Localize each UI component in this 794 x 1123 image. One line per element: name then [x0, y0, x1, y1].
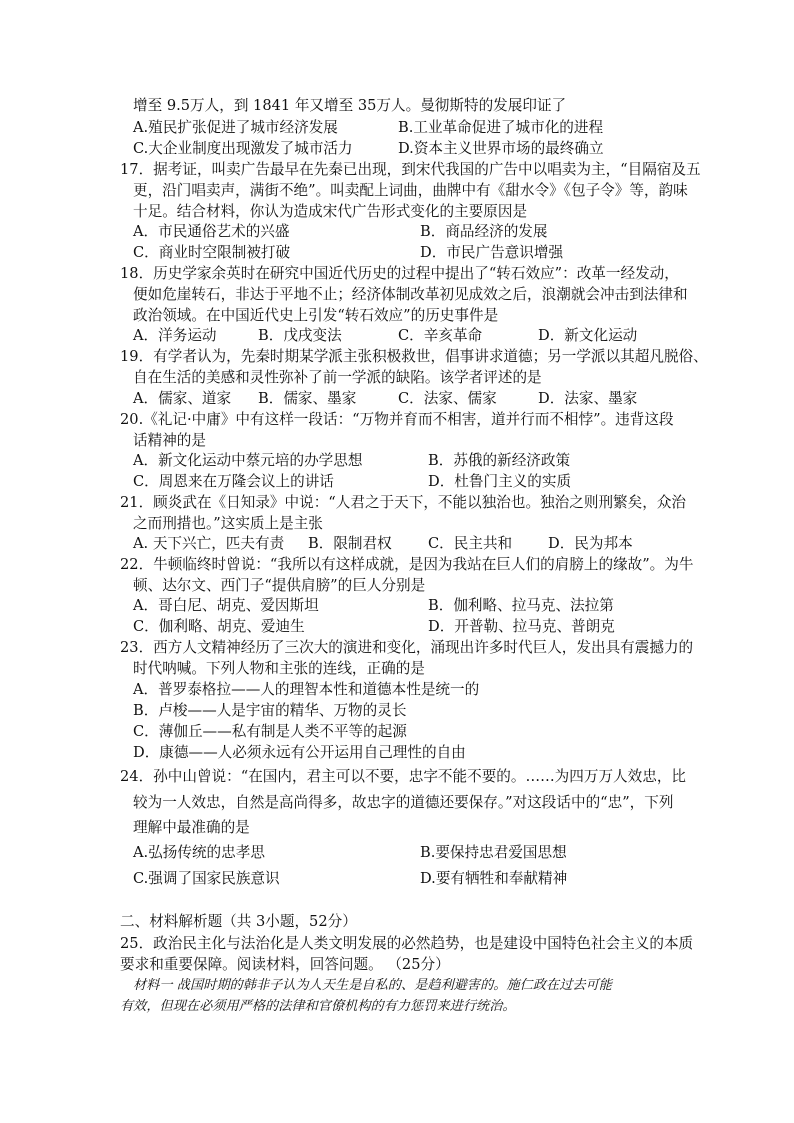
q17-stem-line-1: 17．据考证，叫卖广告最早在先秦已出现，到宋代我国的广告中以唱卖为主，“目隔宿及五 — [120, 161, 701, 178]
q23-option-a[interactable]: A．普罗泰格拉——人的理智本性和道德本性是统一的 — [133, 681, 480, 698]
q20-stem-line-1: 20.《礼记·中庸》中有这样一段话：“万物并育而不相害，道并行而不相悖”。违背这段 — [120, 411, 674, 428]
q20-option-a[interactable]: A．新文化运动中蔡元培的办学思想 — [133, 452, 363, 469]
q23-stem-line-2: 时代呐喊。下列人物和主张的连线，正确的是 — [133, 660, 425, 677]
q17-stem-line-2: 更，沿门唱卖声，满街不绝”。叫卖配上词曲，曲牌中有《甜水令》《包子令》等，韵味 — [133, 182, 688, 199]
q17-option-c[interactable]: C．商业时空限制被打破 — [133, 244, 291, 261]
q21-stem-line-1: 21．顾炎武在《日知录》中说：“人君之于天下，不能以独治也。独治之则刑繁矣，众治 — [120, 494, 687, 511]
q19-option-d[interactable]: D．法家、墨家 — [538, 390, 638, 407]
q16-option-a[interactable]: A.殖民扩张促进了城市经济发展 — [133, 119, 338, 136]
q16-option-d[interactable]: D.资本主义世界市场的最终确立 — [398, 140, 604, 157]
q22-option-a[interactable]: A．哥白尼、胡克、爱因斯坦 — [133, 597, 319, 614]
q23-option-b[interactable]: B．卢梭——人是宇宙的精华、万物的灵长 — [133, 702, 407, 719]
q18-stem-line-3: 政治领域。在中国近代史上引发“转石效应”的历史事件是 — [133, 307, 499, 324]
q19-option-a[interactable]: A．儒家、道家 — [133, 390, 232, 407]
q24-stem-line-1: 24．孙中山曾说：“在国内，君主可以不要，忠字不能不要的。……为四万万人效忠，比 — [120, 768, 687, 785]
q24-option-b[interactable]: B.要保持忠君爱国思想 — [420, 844, 567, 861]
q20-option-d[interactable]: D．杜鲁门主义的实质 — [428, 473, 572, 490]
q21-option-a[interactable]: A. 天下兴亡，匹夫有责 — [133, 535, 285, 552]
q18-option-c[interactable]: C．辛亥革命 — [398, 327, 483, 344]
q24-option-a[interactable]: A.弘扬传统的忠孝思 — [133, 844, 265, 861]
q20-stem-line-2: 话精神的是 — [133, 432, 206, 449]
q23-option-c[interactable]: C．薄伽丘——私有制是人类不平等的起源 — [133, 723, 407, 740]
q25-material-line-2: 有效，但现在必须用严格的法律和官僚机构的有力惩罚来进行统治。 — [120, 999, 516, 1014]
q19-stem-line-1: 19．有学者认为，先秦时期某学派主张积极救世，倡事讲求道德；另一学派以其超凡脱俗、 — [120, 348, 708, 365]
q18-option-d[interactable]: D．新文化运动 — [538, 327, 638, 344]
q16-option-c[interactable]: C.大企业制度出现激发了城市活力 — [133, 140, 353, 157]
q17-option-b[interactable]: B．商品经济的发展 — [420, 223, 548, 240]
q19-option-b[interactable]: B．儒家、墨家 — [258, 390, 357, 407]
q20-option-b[interactable]: B．苏俄的新经济政策 — [428, 452, 571, 469]
q22-option-c[interactable]: C．伽利略、胡克、爱迪生 — [133, 618, 305, 635]
section-2-title: 二、材料解析题（共 3小题，52分） — [120, 913, 357, 930]
q24-stem-line-2: 较为一人效忠，自然是高尚得多，故忠字的道德还要保存。”对这段话中的“忠”，下列 — [133, 794, 674, 811]
q19-stem-line-2: 自在生活的美感和灵性弥补了前一学派的缺陷。该学者评述的是 — [133, 369, 542, 386]
q24-option-c[interactable]: C.强调了国家民族意识 — [133, 870, 280, 887]
q17-option-a[interactable]: A．市民通俗艺术的兴盛 — [133, 223, 290, 240]
q21-option-b[interactable]: B．限制君权 — [308, 535, 392, 552]
q19-option-c[interactable]: C．法家、儒家 — [398, 390, 497, 407]
q22-stem-line-1: 22．牛顿临终时曾说：“我所以有这样成就，是因为我站在巨人们的肩膀上的缘故”。为牛 — [120, 556, 694, 573]
q22-option-b[interactable]: B．伽利略、拉马克、法拉第 — [428, 597, 614, 614]
q22-stem-line-2: 顿、达尔文、西门子“提供肩膀”的巨人分别是 — [133, 577, 426, 594]
q17-option-d[interactable]: D．市民广告意识增强 — [420, 244, 564, 261]
q24-stem-line-3: 理解中最准确的是 — [133, 819, 250, 836]
q22-option-d[interactable]: D．开普勒、拉马克、普朗克 — [428, 618, 615, 635]
q24-option-d[interactable]: D.要有牺牲和奉献精神 — [420, 870, 568, 887]
q21-option-c[interactable]: C．民主共和 — [428, 535, 513, 552]
q23-option-d[interactable]: D．康德——人必须永远有公开运用自己理性的自由 — [133, 744, 466, 761]
q23-stem-line-1: 23．西方人文精神经历了三次大的演进和变化，涌现出许多时代巨人，发出具有震撼力的 — [120, 639, 694, 656]
q17-stem-line-3: 十足。结合材料，你认为造成宋代广告形式变化的主要原因是 — [133, 203, 528, 220]
q21-stem-line-2: 之而刑措也。”这实质上是主张 — [133, 515, 323, 532]
q21-option-d[interactable]: D．民为邦本 — [548, 535, 633, 552]
q20-option-c[interactable]: C．周恩来在万隆会议上的讲话 — [133, 473, 334, 490]
q16-option-b[interactable]: B.工业革命促进了城市化的进程 — [398, 119, 604, 136]
q25-material-line-1: 材料一 战国时期的韩非子认为人天生是自私的、是趋利避害的。施仁政在过去可能 — [133, 978, 612, 993]
q18-option-a[interactable]: A．洋务运动 — [133, 327, 217, 344]
intro-line: 增至 9.5万人，到 1841 年又增至 35万人。曼彻斯特的发展印证了 — [133, 97, 567, 114]
q18-option-b[interactable]: B．戊戌变法 — [258, 327, 342, 344]
q25-stem-line-2: 要求和重要保障。阅读材料，回答问题。 （25分） — [120, 956, 450, 973]
q25-stem-line-1: 25．政治民主化与法治化是人类文明发展的必然趋势，也是建设中国特色社会主义的本质 — [120, 935, 694, 952]
q18-stem-line-2: 便如危崖转石，非达于平地不止；经济体制改革初见成效之后，浪潮就会冲击到法律和 — [133, 286, 688, 303]
q18-stem-line-1: 18．历史学家余英时在研究中国近代历史的过程中提出了“转石效应”：改革一经发动， — [120, 265, 679, 282]
